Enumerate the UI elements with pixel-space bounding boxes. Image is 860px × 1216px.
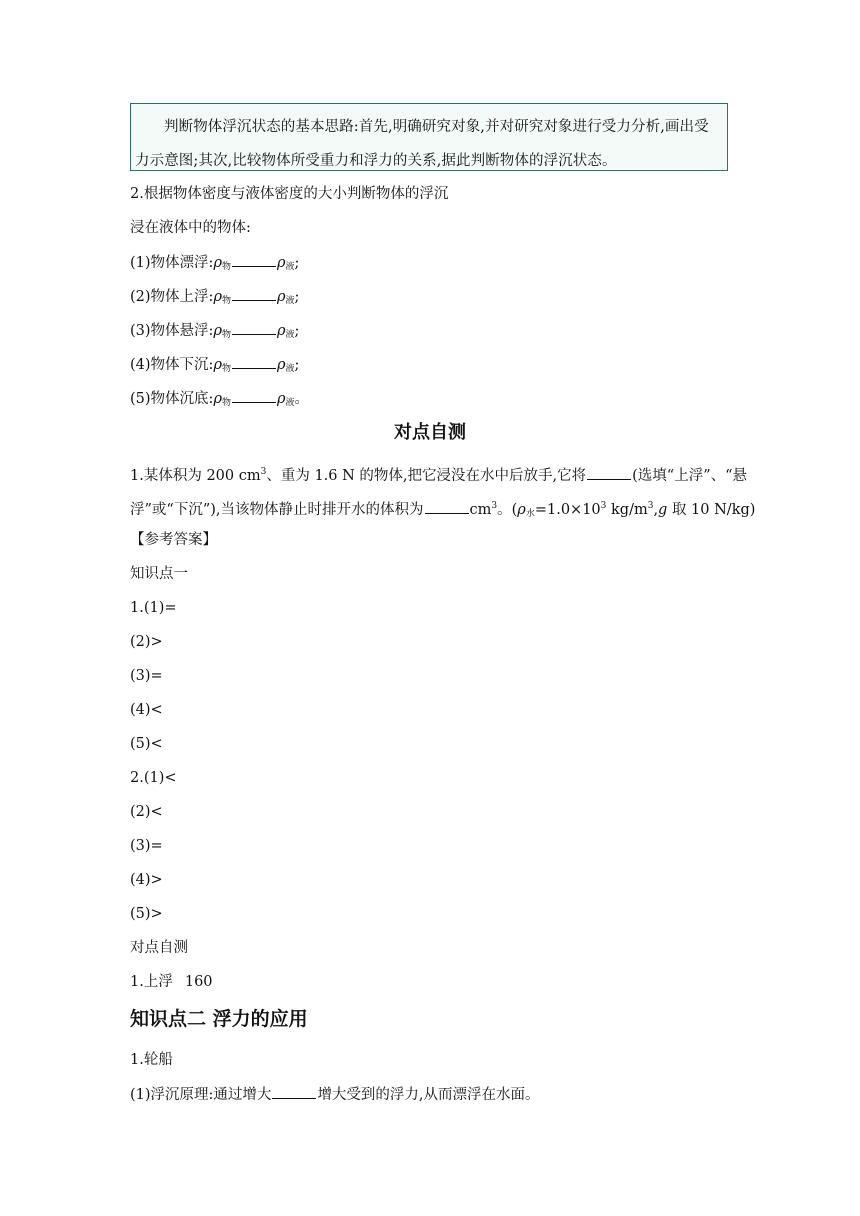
answer-line: 1.(1)= (130, 600, 177, 616)
rho-symbol: ρ (276, 391, 286, 407)
kp2-text: 增大受到的浮力,从而漂浮在水面。 (317, 1087, 540, 1103)
item-label: (3)物体悬浮: (130, 323, 214, 339)
q1-text: (选填“上浮”、“悬 (632, 468, 748, 484)
item-label: (1)物体漂浮: (130, 255, 214, 271)
q1-text: 1.某体积为 200 cm (130, 468, 261, 484)
subscript-liquid: 液 (285, 398, 295, 408)
answer-blank (232, 388, 276, 403)
subscript-liquid: 液 (285, 296, 295, 306)
answer-blank (587, 465, 631, 480)
q1-text: kg/m (606, 502, 648, 518)
item-end: ; (294, 323, 300, 339)
answer-blank (232, 252, 276, 267)
density-item-4 (130, 354, 299, 379)
q1-text: cm (469, 502, 492, 518)
q1-text: 。( (497, 502, 518, 518)
density-item-1 (130, 252, 299, 277)
kp2-text: (1)浮沉原理:通过增大 (130, 1087, 272, 1103)
subscript-water: 水 (525, 509, 535, 519)
answer-line: (4)> (130, 872, 163, 888)
answer-line: (4)< (130, 702, 163, 718)
rho-symbol: ρ (213, 255, 222, 271)
answer-text: 1.上浮 (130, 974, 173, 990)
subscript-object: 物 (221, 330, 231, 340)
q1-text: =1.0×10 (534, 502, 601, 518)
item-label: (2)物体上浮: (130, 289, 214, 305)
rho-symbol: ρ (213, 289, 222, 305)
answer-line: (3)= (130, 838, 163, 854)
subscript-object: 物 (221, 398, 231, 408)
tip-box (130, 103, 728, 171)
rho-symbol: ρ (276, 357, 286, 373)
knowledge-point-2-heading: 知识点二 浮力的应用 (130, 1008, 308, 1030)
q1-text: , (653, 502, 659, 518)
item-label: (4)物体下沉: (130, 357, 214, 373)
rho-symbol: ρ (276, 255, 286, 271)
rho-symbol: ρ (276, 289, 286, 305)
rho-symbol: ρ (213, 357, 222, 373)
kp2-line-1 (130, 1084, 540, 1105)
superscript: 3 (491, 501, 498, 511)
subscript-object: 物 (221, 364, 231, 374)
question-1-line-1 (130, 462, 747, 486)
item-end: ; (294, 255, 300, 271)
g-symbol: g (658, 502, 668, 518)
item-end: ; (294, 289, 300, 305)
answer-line: (3)= (130, 668, 163, 684)
q1-text: 浮”或“下沉”),当该物体静止时排开水的体积为 (130, 502, 424, 518)
q1-text: 、重为 1.6 N 的物体,把它浸没在水中后放手,它将 (266, 468, 587, 484)
answer-blank (232, 354, 276, 369)
question-1-line-2 (130, 496, 755, 524)
item-end: ; (294, 357, 300, 373)
item-end: 。 (294, 391, 310, 407)
answer-blank (272, 1084, 316, 1099)
answer-blank (232, 286, 276, 301)
answer-line: (2)> (130, 634, 163, 650)
item-label: (5)物体沉底: (130, 391, 214, 407)
subscript-liquid: 液 (285, 330, 295, 340)
tip-line-2: 力示意图;其次,比较物体所受重力和浮力的关系,据此判断物体的浮沉状态。 (135, 153, 617, 169)
rho-symbol: ρ (276, 323, 286, 339)
answer-text: 160 (184, 974, 213, 990)
superscript: 3 (647, 501, 654, 511)
answer-line: 2.(1)< (130, 770, 177, 786)
density-item-3 (130, 320, 299, 345)
answers-self-test-label: 对点自测 (130, 940, 188, 956)
self-test-heading: 对点自测 (394, 422, 466, 443)
superscript: 3 (260, 467, 267, 477)
subscript-liquid: 液 (285, 364, 295, 374)
answer-line: (5)> (130, 906, 163, 922)
section-2-title: 2.根据物体密度与液体密度的大小判断物体的浮沉 (130, 186, 449, 202)
answer-line: (2)< (130, 804, 163, 820)
subscript-liquid: 液 (285, 262, 295, 272)
answer-blank (232, 320, 276, 335)
rho-symbol: ρ (213, 323, 222, 339)
rho-symbol: ρ (213, 391, 222, 407)
q1-text: 取 10 N/kg) (667, 502, 756, 518)
tip-line-1: 判断物体浮沉状态的基本思路:首先,明确研究对象,并对研究对象进行受力分析,画出受 (164, 119, 709, 135)
superscript: 3 (600, 501, 607, 511)
answer-blank (425, 499, 469, 514)
subscript-object: 物 (221, 262, 231, 272)
section-2-intro: 浸在液体中的物体: (130, 220, 251, 236)
answers-header: 【参考答案】 (130, 532, 217, 548)
rho-symbol: ρ (517, 502, 526, 518)
answers-kp1-label: 知识点一 (130, 566, 188, 582)
kp2-sub-1: 1.轮船 (130, 1052, 173, 1068)
density-item-2 (130, 286, 299, 311)
subscript-object: 物 (221, 296, 231, 306)
answers-self-test-line (130, 972, 213, 992)
answer-line: (5)< (130, 736, 163, 752)
density-item-5 (130, 388, 309, 413)
